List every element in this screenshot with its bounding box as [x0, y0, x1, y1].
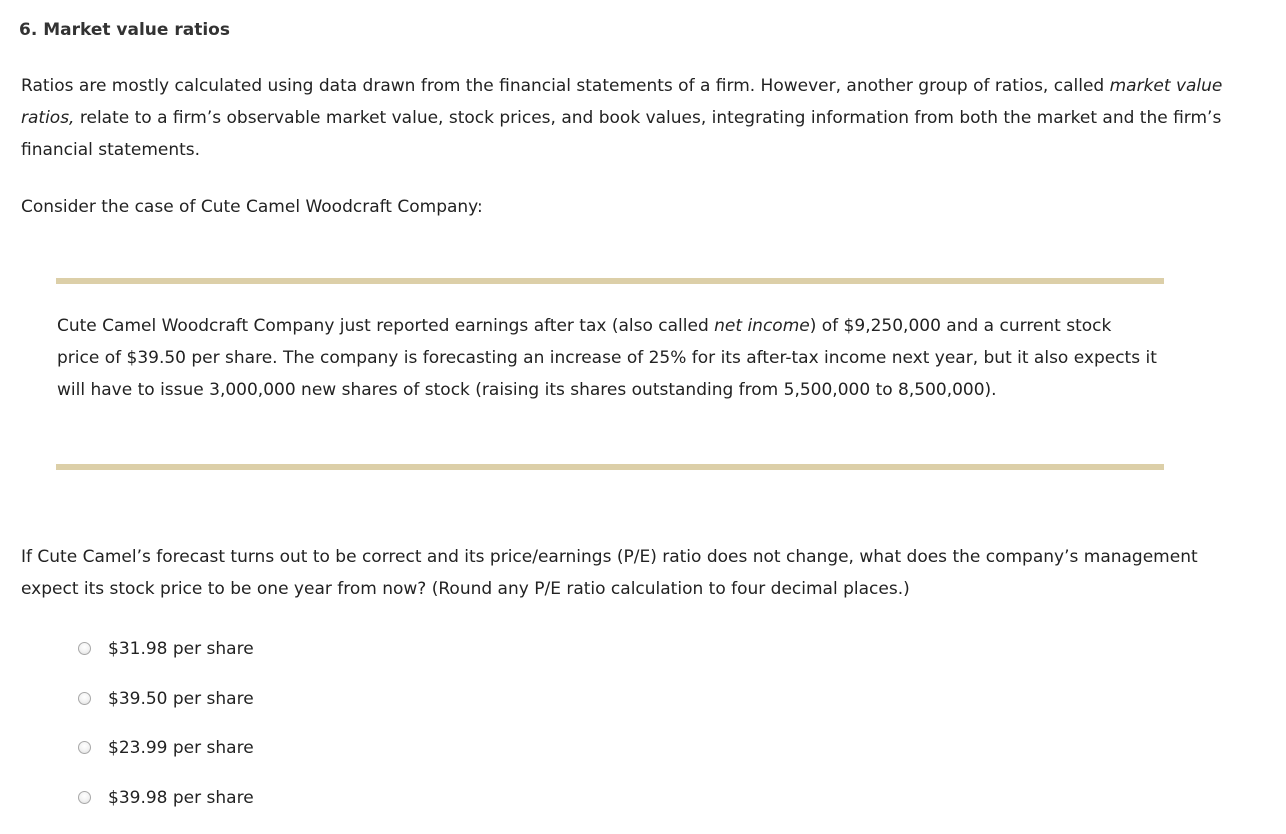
radio-button[interactable]: [78, 791, 91, 804]
intro-paragraph: [21, 70, 1261, 166]
answer-option-label[interactable]: $31.98 per share: [108, 639, 254, 659]
intro-emphasis: market value ratios,: [21, 76, 1223, 128]
case-description: [57, 310, 1157, 406]
case-bottom-divider: [56, 464, 1164, 470]
answer-options: [78, 633, 254, 831]
radio-button[interactable]: [78, 642, 91, 655]
answer-option[interactable]: [78, 683, 254, 733]
answer-option-label[interactable]: $23.99 per share: [108, 738, 254, 758]
answer-option[interactable]: [78, 633, 254, 683]
radio-button[interactable]: [78, 741, 91, 754]
consider-paragraph: Consider the case of Cute Camel Woodcraft Company:: [21, 197, 483, 217]
answer-option-label[interactable]: $39.50 per share: [108, 688, 254, 709]
case-text-start: Cute Camel Woodcraft Company just reported earnings after tax (also called: [57, 316, 715, 336]
question-heading: 6. Market value ratios: [19, 20, 230, 40]
intro-text-end: relate to a firm’s observable market value, stock prices, and book values, integrating information from both the market and the firm’s financial statements.: [21, 108, 1222, 160]
intro-text-start: Ratios are mostly calculated using data drawn from the financial statements of a firm. However, another group of ratios, called: [21, 76, 1110, 96]
case-emphasis: net income: [714, 316, 810, 336]
question-prompt: If Cute Camel’s forecast turns out to be correct and its price/earnings (P/E) ratio does not change, what does the company’s management expect its stock price to be one year from now? (Round any P/E ratio calculation to four decimal places.): [21, 547, 1198, 599]
answer-option-label[interactable]: $39.98 per share: [108, 787, 254, 808]
case-text-end: ) of $9,250,000 and a current stock price of $39.50 per share. The company is forecasting an increase of 25% for its after-tax income next year, but it also expects it will have to issue 3,000,000 new shares of stock (raising its shares outstanding from 5,500,000 to 8,500,000).: [57, 316, 1157, 400]
radio-button[interactable]: [78, 692, 91, 705]
answer-option[interactable]: [78, 732, 254, 782]
answer-option[interactable]: [78, 782, 254, 832]
case-top-divider: [56, 278, 1164, 284]
